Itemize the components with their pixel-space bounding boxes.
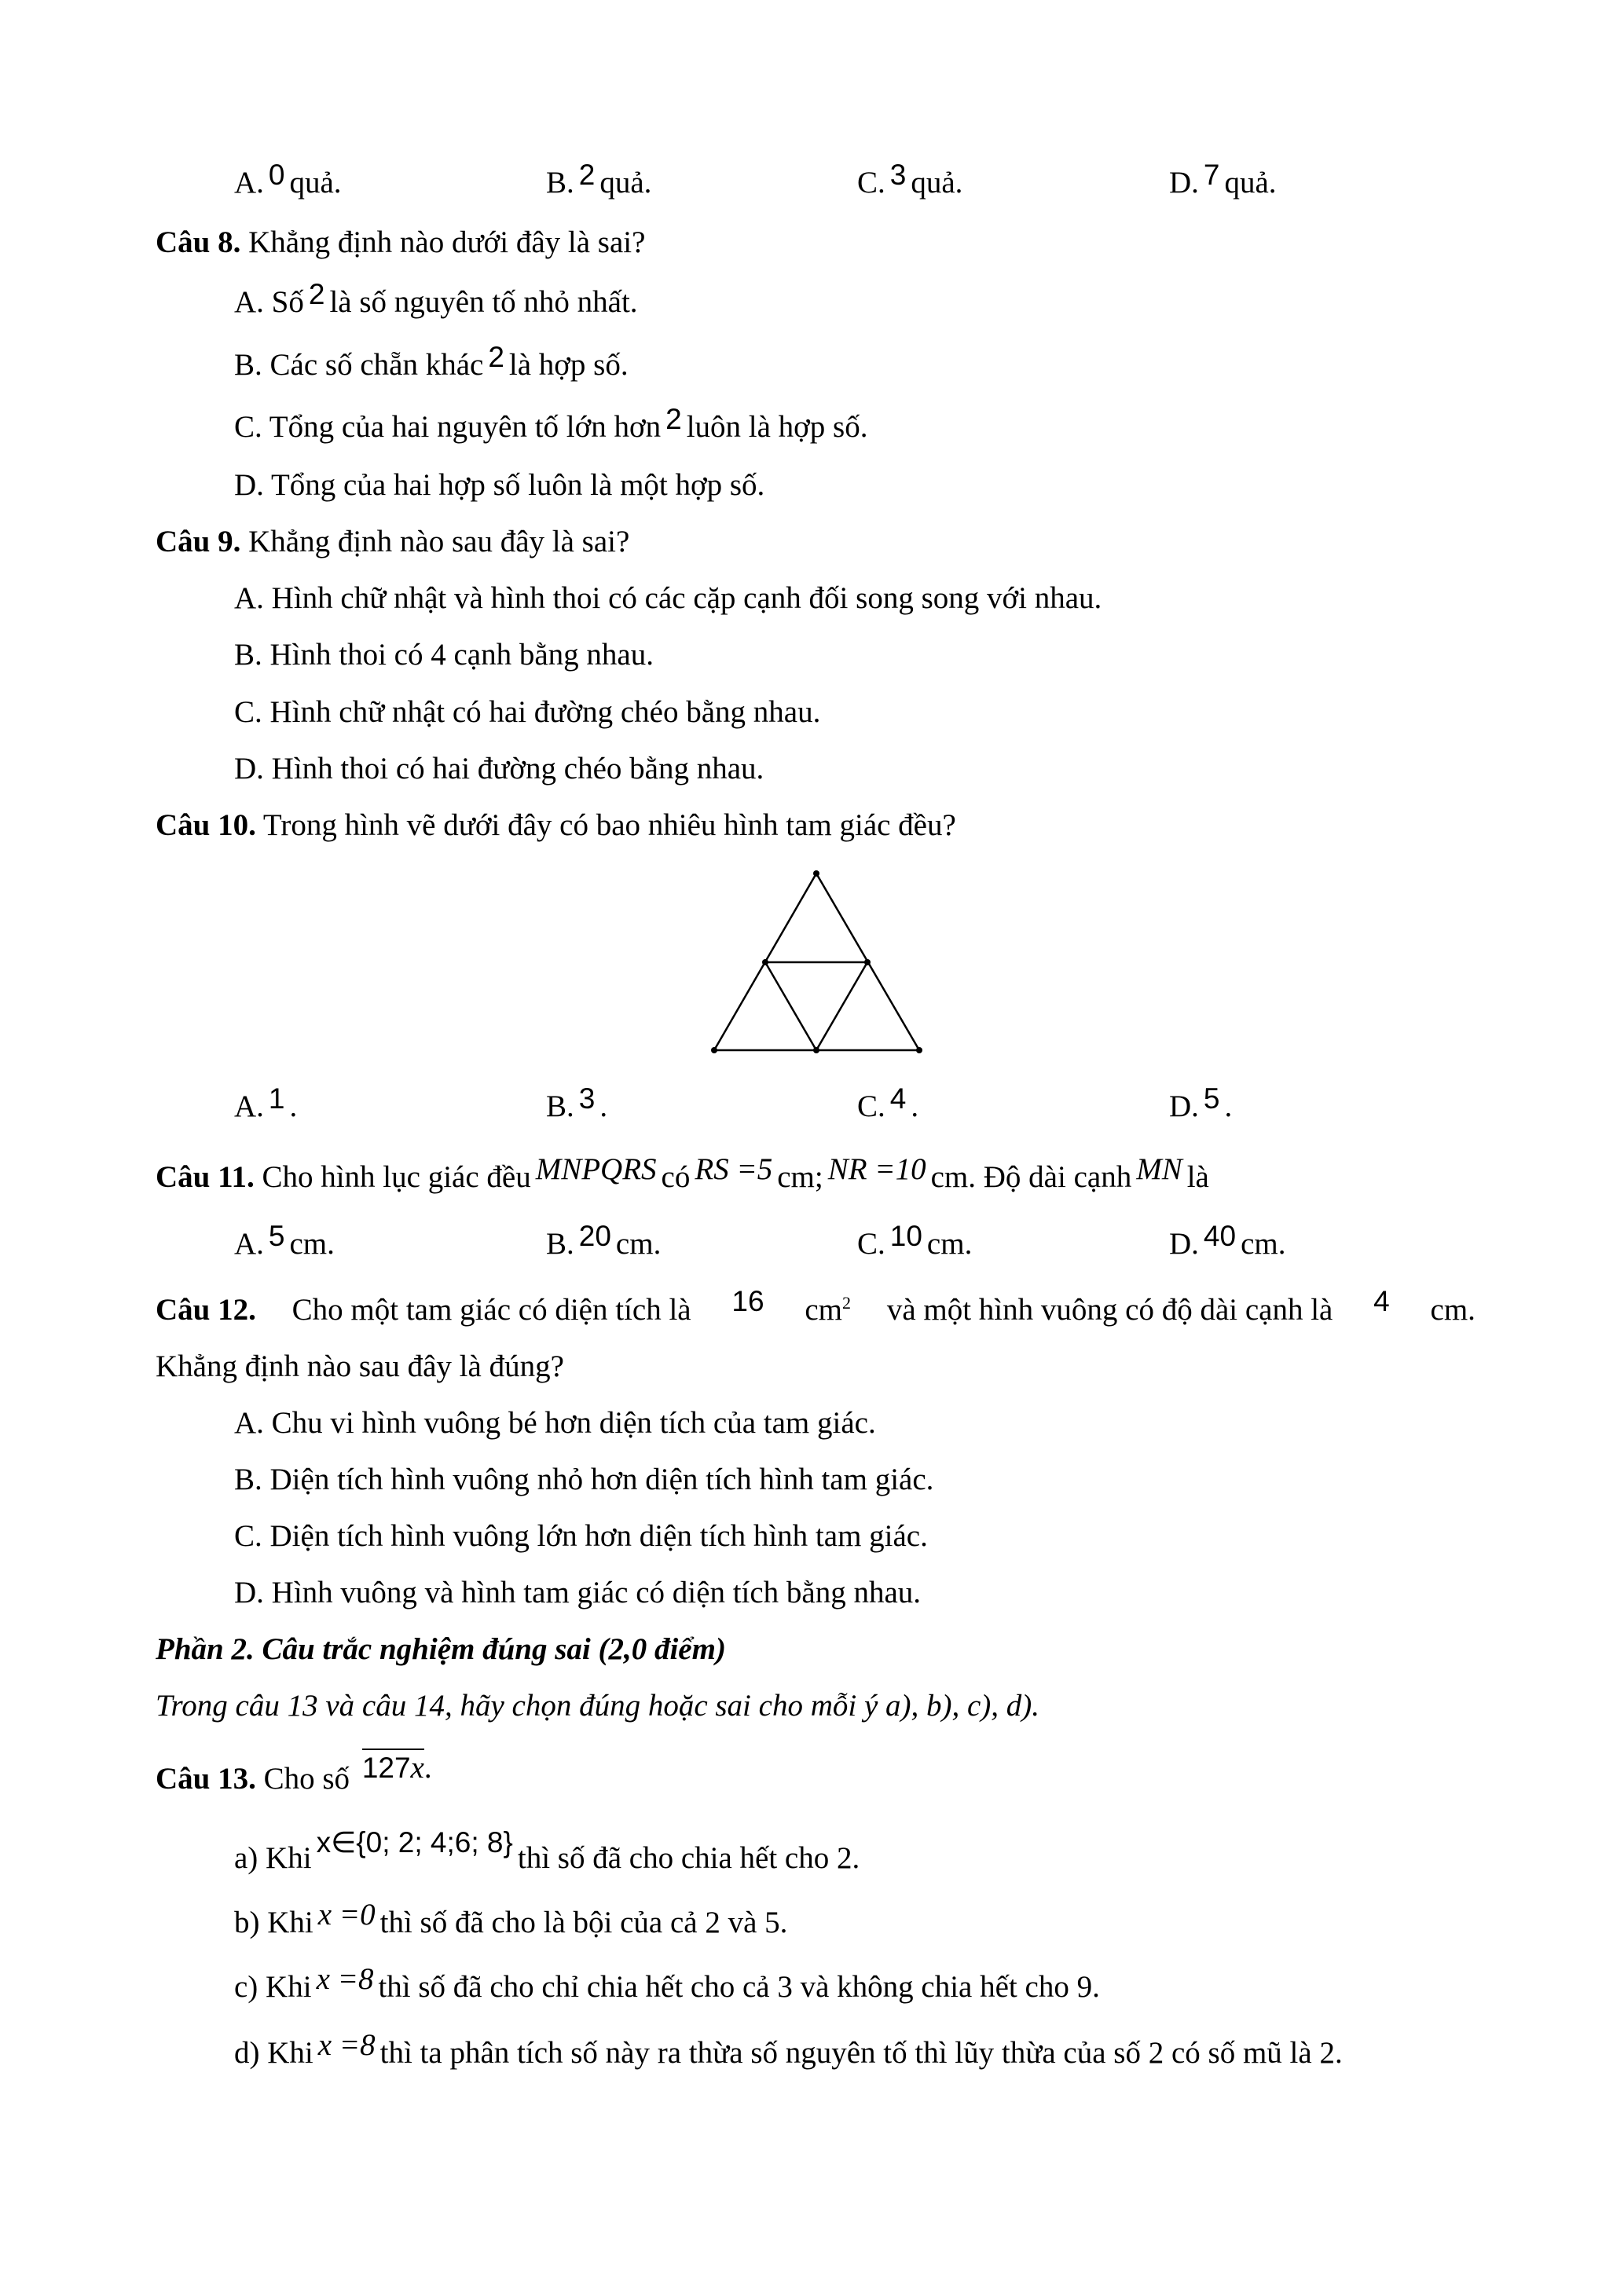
part2-instruction: Trong câu 13 và câu 14, hãy chọn đúng hoặc sai cho mỗi ý a), b), c), d).	[156, 1689, 1040, 1723]
vertex-dot	[813, 1047, 819, 1053]
q8-option-d[interactable]: D. Tổng của hai hợp số luôn là một hợp số.	[234, 468, 765, 502]
question-10: Câu 10. Trong hình vẽ dưới đây có bao nhiêu hình tam giác đều?	[156, 808, 956, 842]
vertex-dot	[916, 1047, 922, 1053]
vertex-dot	[762, 959, 768, 965]
question-11: Câu 11. Cho hình lục giác đều MNPQRS có RS =5 cm; NR =10 cm. Độ dài cạnh MN là	[156, 1152, 1209, 1194]
question-12: Câu 12. Cho một tam giác có diện tích là 16 $cm^2$ và một hình vuông có độ dài cạnh là 4 cm.	[156, 1285, 1476, 1327]
vertex-dot	[864, 959, 871, 965]
q8-option-a[interactable]: A. Số 2 là số nguyên tố nhỏ nhất.	[234, 278, 638, 319]
q10-option-c[interactable]: C. 4 .	[857, 1082, 919, 1123]
triangle-figure	[707, 864, 927, 1056]
q11-option-a[interactable]: A. 5 cm.	[234, 1220, 335, 1261]
vertex-dot	[711, 1047, 717, 1053]
q12-option-b[interactable]: B. Diện tích hình vuông nhỏ hơn diện tích hình tam giác.	[234, 1463, 934, 1496]
q11-option-d[interactable]: D. 40 cm.	[1169, 1220, 1286, 1261]
q12-option-c[interactable]: C. Diện tích hình vuông lớn hơn diện tích hình tam giác.	[234, 1519, 928, 1553]
q7-option-d[interactable]: D. 7 quả.	[1169, 159, 1277, 200]
q9-option-b[interactable]: B. Hình thoi có 4 cạnh bằng nhau.	[234, 638, 654, 672]
q12-option-a[interactable]: A. Chu vi hình vuông bé hơn diện tích của tam giác.	[234, 1406, 876, 1440]
q13-statement-d[interactable]: d) Khi x =8 thì ta phân tích số này ra thừa số nguyên tố thì lũy thừa của số 2 có số mũ là 2.	[234, 2028, 1343, 2070]
question-12-line2: Khẳng định nào sau đây là đúng?	[156, 1349, 564, 1383]
q11-option-b[interactable]: B. 20 cm.	[546, 1220, 662, 1261]
q8-option-b[interactable]: B. Các số chẵn khác 2 là hợp số.	[234, 341, 629, 382]
inner-triangle	[765, 962, 867, 1050]
overlined-number: 127x	[362, 1749, 424, 1785]
q13-statement-a[interactable]: a) Khi x∈{0; 2; 4;6; 8} thì số đã cho chia hết cho 2.	[234, 1826, 860, 1875]
question-9: Câu 9. Khẳng định nào sau đây là sai?	[156, 525, 630, 558]
q9-option-d[interactable]: D. Hình thoi có hai đường chéo bằng nhau.	[234, 752, 764, 785]
q7-option-a[interactable]: A. 0 quả.	[234, 159, 342, 200]
vertex-dot	[813, 870, 819, 877]
question-8: Câu 8. Khẳng định nào dưới đây là sai?	[156, 225, 646, 259]
q9-option-c[interactable]: C. Hình chữ nhật có hai đường chéo bằng nhau.	[234, 695, 821, 729]
q13-statement-b[interactable]: b) Khi x =0 thì số đã cho là bội của cả 2 và 5.	[234, 1898, 788, 1939]
q10-option-a[interactable]: A. 1 .	[234, 1082, 298, 1123]
q9-option-a[interactable]: A. Hình chữ nhật và hình thoi có các cặp cạnh đối song song với nhau.	[234, 581, 1102, 615]
q10-option-b[interactable]: B. 3 .	[546, 1082, 608, 1123]
q8-option-c[interactable]: C. Tổng của hai nguyên tố lớn hơn 2 luôn là hợp số.	[234, 403, 868, 444]
q11-option-c[interactable]: C. 10 cm.	[857, 1220, 973, 1261]
question-13: Câu 13. Cho số 127x.	[156, 1760, 432, 1796]
part2-title: Phần 2. Câu trắc nghiệm đúng sai (2,0 điểm)	[156, 1632, 726, 1666]
q10-option-d[interactable]: D. 5 .	[1169, 1082, 1233, 1123]
unit-cm2: $cm^2$	[805, 1293, 852, 1327]
q13-statement-c[interactable]: c) Khi x =8 thì số đã cho chỉ chia hết cho cả 3 và không chia hết cho 9.	[234, 1962, 1100, 2004]
q7-option-b[interactable]: B. 2 quả.	[546, 159, 652, 200]
q7-option-c[interactable]: C. 3 quả.	[857, 159, 963, 200]
q12-option-d[interactable]: D. Hình vuông và hình tam giác có diện tích bằng nhau.	[234, 1576, 922, 1609]
